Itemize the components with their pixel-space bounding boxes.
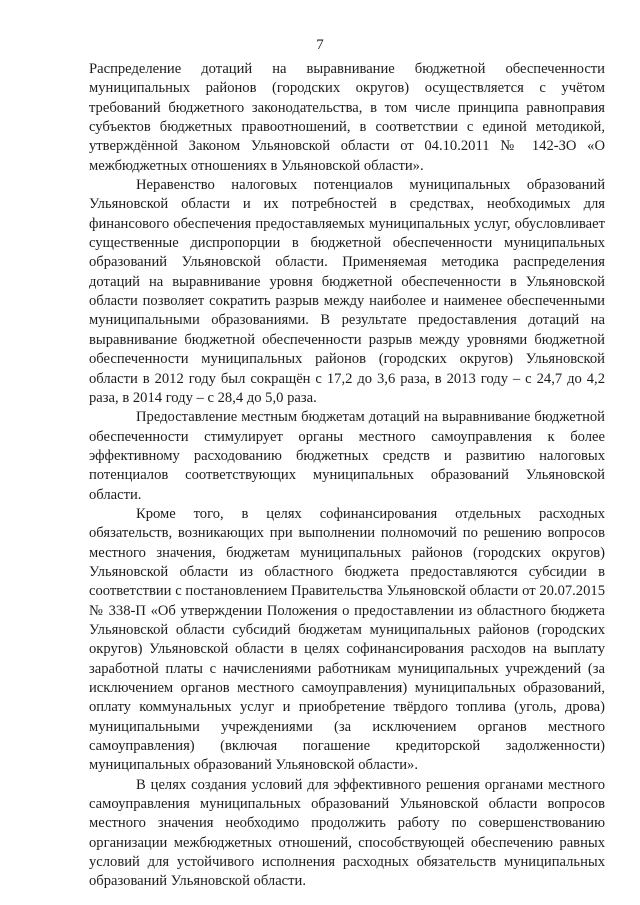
paragraph-stimulus: Предоставление местным бюджетам дотаций на выравнивание бюджетной обеспеченности стимулирует органы местного самоуправления к более эффективному расходованию бюджетных средств и развитию налоговых потенциалов соответствующих муниципальных образований Ульяновской области. bbox=[89, 409, 605, 503]
paragraph-tax-potential-inequality: Неравенство налоговых потенциалов муниципальных образований Ульяновской области и их потребностей в средствах, необходимых для финансового обеспечения предоставляемых муниципальных услуг, обусловливает существенные диспропорции в бюджетной обеспеченности муниципальных образований Ульяновской области. Применяемая методика распределения дотаций на выравнивание уровня бюджетной обеспеченности в Ульяновской области позволяет сократить разрыв между наиболее и наименее обеспеченными муниципальными образованиями. В результате предоставления дотаций на выравнивание бюджетной обеспеченности разрыв между уровнями бюджетной обеспеченности муниципальных районов (городских округов) Ульяновской области в 2012 году был сокращён с 17,2 до 3,6 раза, в 2013 году – с 24,7 до 4,2 раза, в 2014 году – с 28,4 до 5,0 раза. bbox=[89, 177, 605, 406]
paragraph-conclusion: В целях создания условий для эффективного решения органами местного самоуправления муниципальных образований Ульяновской области вопросов местного значения необходимо продолжить работу по совершенствованию организации межбюджетных отношений, способствующей обеспечению равных условий для устойчивого исполнения расходных обязательств муниципальных образований Ульяновской области. bbox=[89, 776, 605, 890]
paragraph-cofinancing-subsidies: Кроме того, в целях софинансирования отдельных расходных обязательств, возникающих при выполнении полномочий по решению вопросов местного значения, бюджетам муниципальных районов (городских округов) Ульяновской области из областного бюджета предоставляются субсидии в соответствии с постановлением Правительства Ульяновской области от 20.07.2015 № 338-П «Об утверждении Положения о предоставлении из областного бюджета Ульяновской области субсидий бюджетам муниципальных районов (городских округов) Ульяновской области в целях софинансирования расходов на выплату заработной платы с начислениями работникам муниципальных учреждений (за исключением органов местного самоуправления) муниципальных образований, оплату коммунальных услуг и приобретение твёрдого топлива (уголь, дрова) муниципальными учреждениями (за исключением органов местного самоуправления) (включая погашение кредиторской задолженности) муниципальных образований Ульяновской области». bbox=[89, 505, 605, 774]
page-number: 7 bbox=[316, 37, 324, 53]
document-body bbox=[89, 60, 605, 892]
paragraph-subsidy-distribution: Распределение дотаций на выравнивание бюджетной обеспеченности муниципальных районов (городских округов) осуществляется с учётом требований бюджетного законодательства, в том числе принципа равноправия субъектов бюджетных правоотношений, в соответствии с единой методикой, утверждённой Законом Ульяновской области от 04.10.2011 № 142-ЗО «О межбюджетных отношениях в Ульяновской области». bbox=[89, 61, 605, 174]
